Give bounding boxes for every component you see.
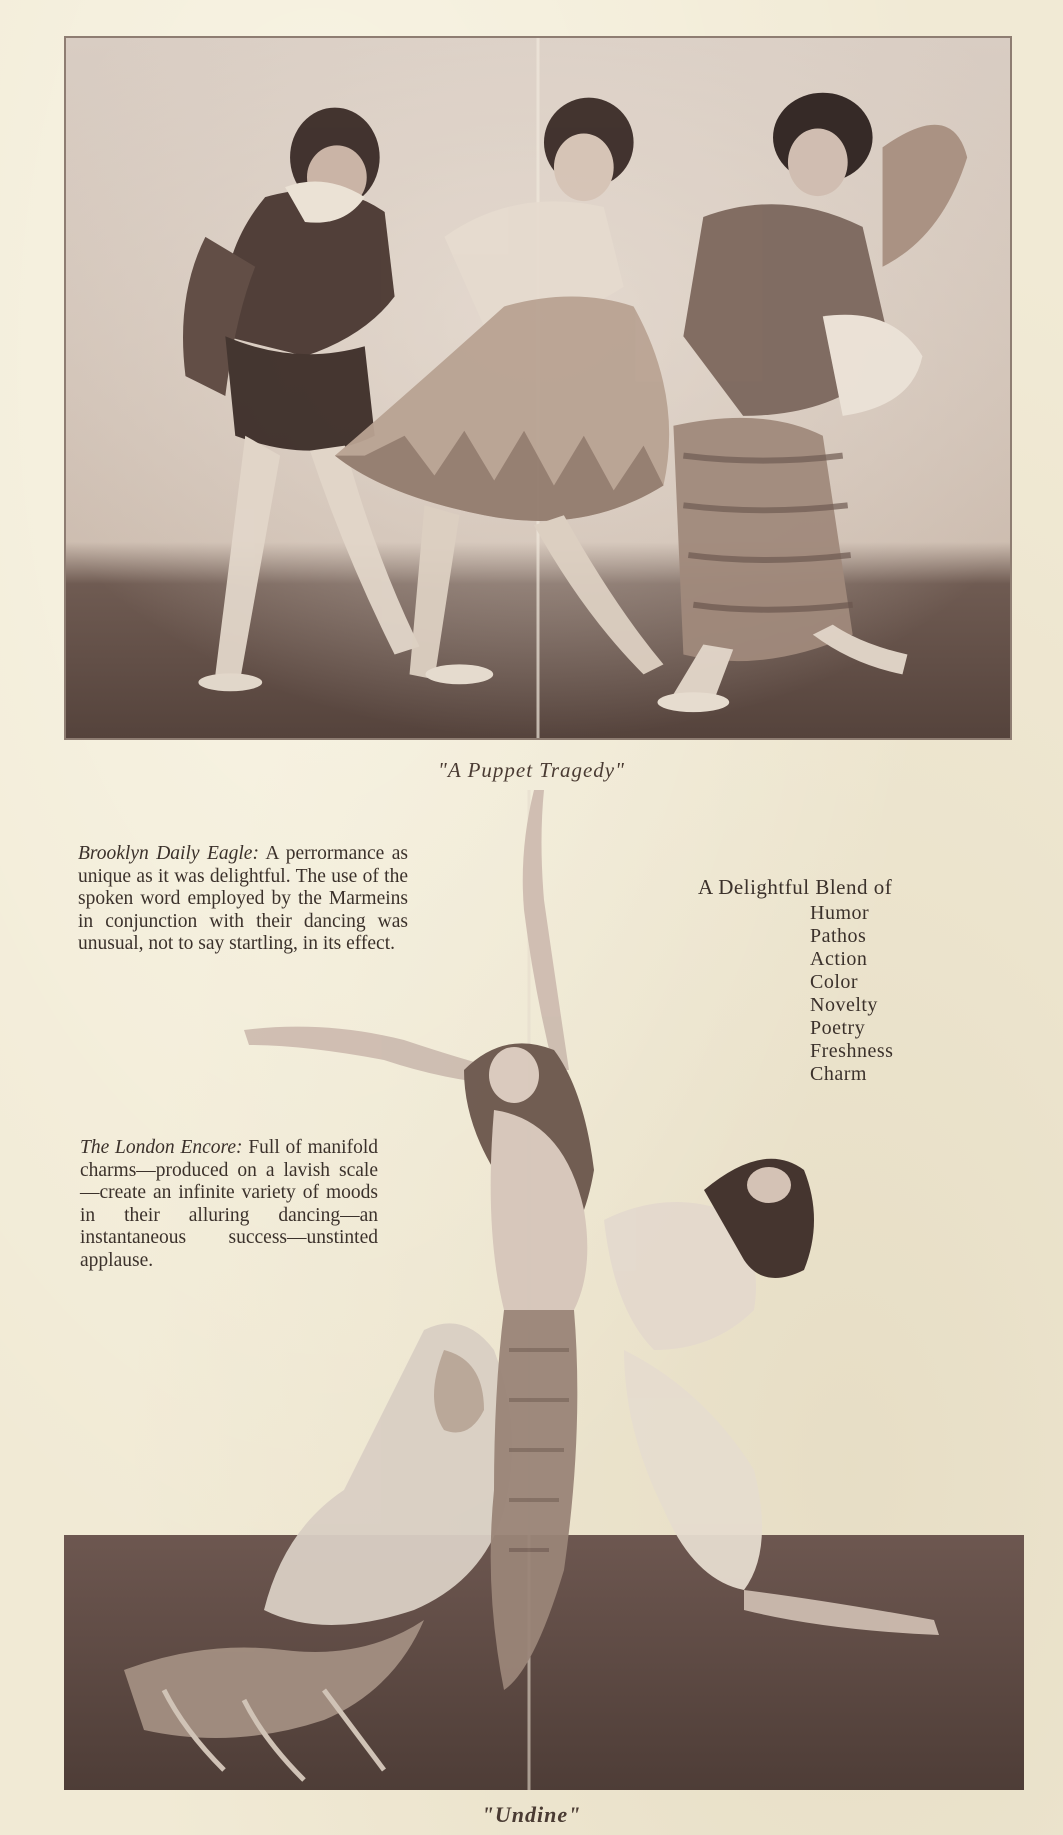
blend-item: Color: [810, 971, 859, 993]
puppet-tragedy-illustration: [66, 38, 1010, 738]
eagle-review-source: Brooklyn Daily Eagle:: [78, 843, 259, 864]
london-review: [80, 1137, 378, 1272]
blend-item: Pathos: [810, 925, 867, 947]
blend-item: Poetry: [810, 1017, 866, 1039]
eagle-review: [78, 843, 408, 956]
blend-list: [810, 902, 958, 1086]
london-review-source: The London Encore:: [80, 1137, 243, 1158]
blend-item: Action: [810, 948, 868, 970]
eagle-review-text: A perrormance as unique as it was delightful. The use of the spoken word employed by the Marmeins in conjunction with their dancing was unusual, not to say startling, in its effect.: [78, 843, 408, 954]
undine-caption: "Undine": [481, 1802, 582, 1827]
blend-item: Novelty: [810, 994, 878, 1016]
puppet-tragedy-photo: [64, 36, 1012, 740]
puppet-tragedy-caption: "A Puppet Tragedy": [438, 758, 625, 782]
blend-item: Humor: [810, 902, 870, 924]
blend-item: Charm: [810, 1063, 867, 1085]
london-review-text: Full of manifold charms—produced on a lavish scale—create an infinite variety of moods in their alluring dancing—an instantaneous success—unstinted applause.: [80, 1137, 378, 1271]
blend-item: Freshness: [810, 1040, 894, 1062]
blend-list-block: [698, 875, 958, 1086]
blend-title: A Delightful Blend of: [698, 875, 893, 899]
